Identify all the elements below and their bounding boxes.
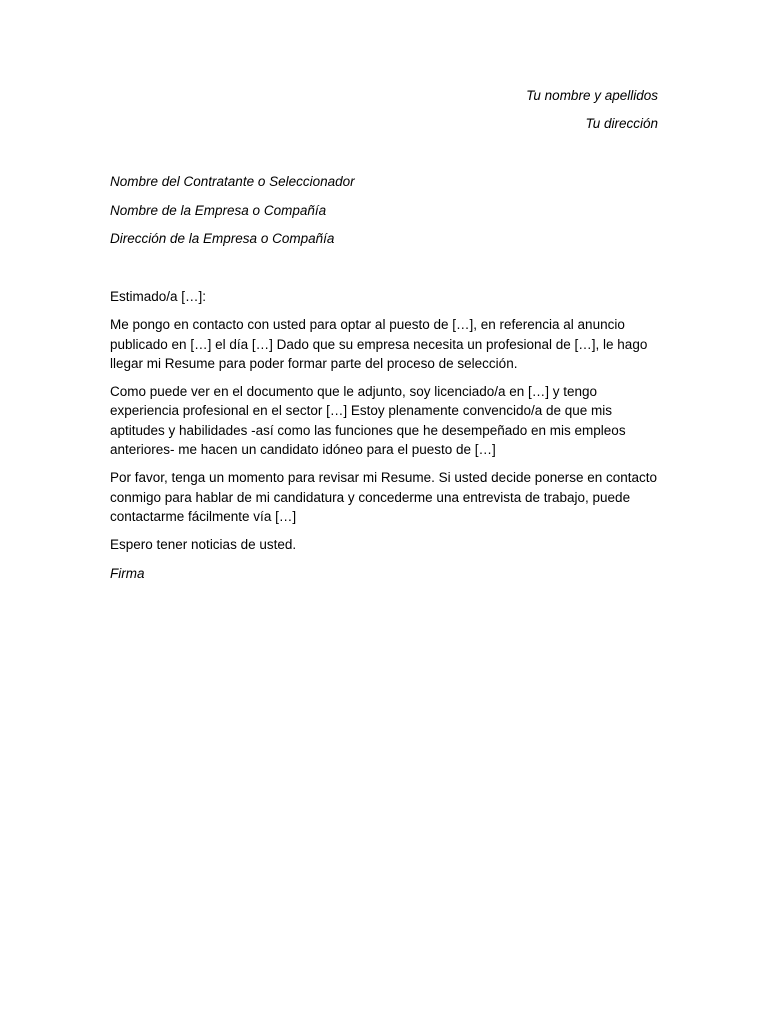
letter-paragraph: Como puede ver en el documento que le adjunto, soy licenciado/a en […] y tengo experiencia profesional en el sector […] Estoy plenamente convencido/a de que mis aptitudes y habilidades -así como las funciones que he desempeñado en mis empleos anteriores- me hacen un candidato idóneo para el puesto de […] [110,384,626,458]
recipient-address: Dirección de la Empresa o Compañía [110,231,335,246]
recipient-block [110,172,355,258]
letter-paragraph: Por favor, tenga un momento para revisar mi Resume. Si usted decide ponerse en contacto conmigo para hablar de mi candidatura y concederme una entrevista de trabajo, puede contactarme fácilmente vía […] [110,470,658,524]
recipient-company: Nombre de la Empresa o Compañía [110,202,327,218]
sender-name: Tu nombre y apellidos [526,88,658,103]
sender-block [526,86,658,142]
letter-paragraph: Me pongo en contacto con usted para optar al puesto de […], en referencia al anuncio publicado en […] el día […] Dado que su empresa necesita un profesional de […], le hago llegar mi Resume para poder formar parte del proceso de selección. [110,317,648,371]
sender-address: Tu dirección [585,116,658,131]
letter-signature: Firma [110,565,145,581]
letter-body [110,287,662,592]
letter-greeting: Estimado/a […]: [110,289,207,304]
letter-closing: Espero tener noticias de usted. [110,537,297,553]
recipient-contact: Nombre del Contratante o Seleccionador [110,174,355,189]
